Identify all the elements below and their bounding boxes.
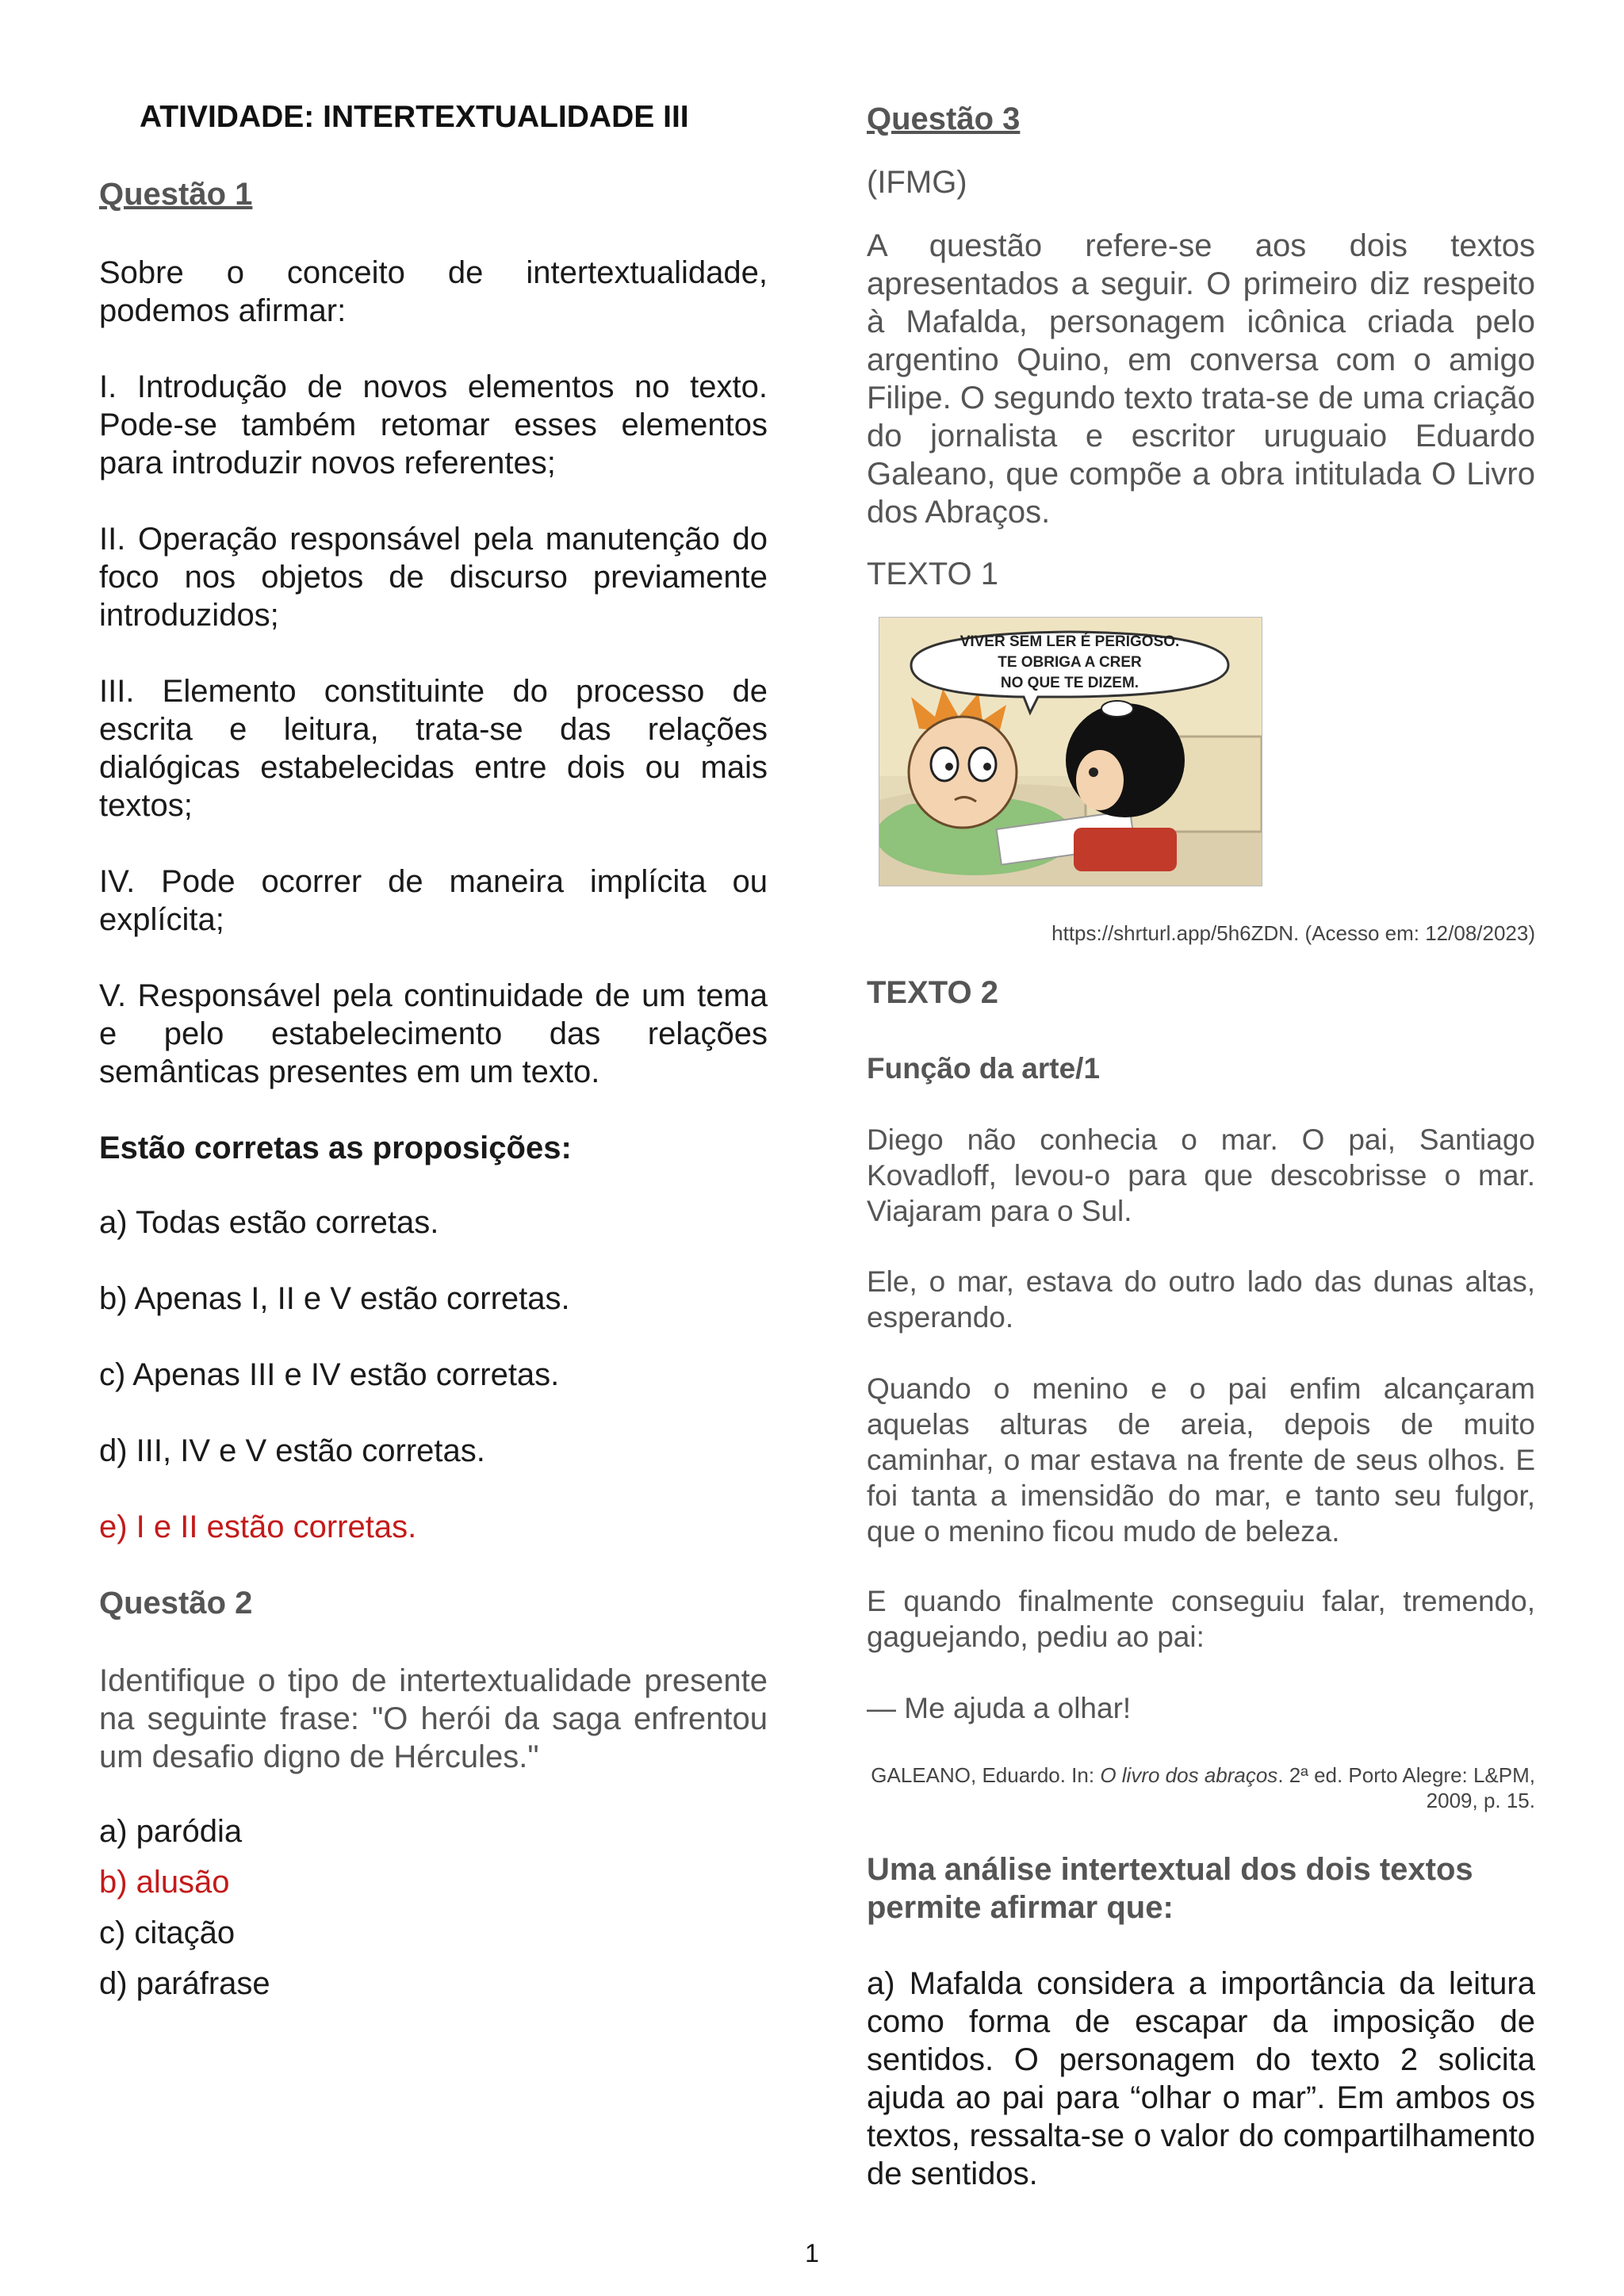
proposition-4: IV. Pode ocorrer de maneira implícita ou explícita; xyxy=(99,864,768,937)
comic-speech-line-2: TE OBRIGA A CRER xyxy=(998,654,1142,671)
proposition-2: II. Operação responsável pela manutenção do foco nos objetos de discurso previamente introduzidos; xyxy=(99,522,768,633)
q1-option-b: b) Apenas I, II e V estão corretas. xyxy=(99,1281,570,1316)
q3-option-a: a) Mafalda considera a importância da leitura como forma de escapar da imposição de sentidos. O personagem do texto 2 solicita ajuda ao pai para “olhar o mar”. Em ambos os textos, ressalta-se o valor do compartilhamento de sentidos. xyxy=(867,1966,1535,2191)
question-2-text: Identifique o tipo de intertextualidade presente na seguinte frase: "O herói da saga enfrentou um desafio digno de Hércules." xyxy=(99,1663,768,1774)
comic-speech-line-3: NO QUE TE DIZEM. xyxy=(1000,675,1139,691)
citation-book-title: O livro dos abraços xyxy=(1100,1763,1278,1787)
citation-details: . 2ª ed. Porto Alegre: L&PM, 2009, p. 15. xyxy=(1277,1763,1535,1812)
q2-option-b-correct: b) alusão xyxy=(99,1865,230,1900)
texto-2-label: TEXTO 2 xyxy=(867,975,998,1010)
question-3-intro: A questão refere-se aos dois textos apresentados a seguir. O primeiro diz respeito à Mafalda, personagem icônica criada pelo argentino Quino, em conversa com o amigo Filipe. O segundo texto trata-se de uma criação do jornalista e escritor uruguaio Eduardo Galeano, que compõe a obra intitulada O Livro dos Abraços. xyxy=(867,228,1535,530)
q2-option-d: d) paráfrase xyxy=(99,1966,270,2001)
q1-option-e-correct: e) I e II estão corretas. xyxy=(99,1510,417,1544)
comic-source-link: https://shrturl.app/5h6ZDN. (Acesso em: 12/08/2023) xyxy=(1051,921,1535,945)
question-3-heading: Questão 3 xyxy=(867,101,1021,136)
proposition-1: I. Introdução de novos elementos no texto. Pode-se também retomar esses elementos para introduzir novos referentes; xyxy=(99,369,768,480)
q1-option-a: a) Todas estão corretas. xyxy=(99,1205,439,1240)
texto-2-paragraph-3: Quando o menino e o pai enfim alcançaram aquelas alturas de areia, depois de muito caminhar, o mar estava na frente de seus olhos. E foi tanta a imensidão do mar, e tanto seu fulgor, que o menino ficou mudo de beleza. xyxy=(867,1372,1535,1548)
citation-author: GALEANO, Eduardo. In: xyxy=(871,1763,1101,1787)
texto-2-paragraph-2: Ele, o mar, estava do outro lado das dunas altas, esperando. xyxy=(867,1265,1535,1334)
page-title: ATIVIDADE: INTERTEXTUALIDADE III xyxy=(140,100,689,134)
question-3-prompt: Uma análise intertextual dos dois textos permite afirmar que: xyxy=(867,1852,1473,1925)
mafalda-comic-image xyxy=(879,617,1262,886)
texto-2-paragraph-4: E quando finalmente conseguiu falar, tremendo, gaguejando, pediu ao pai: xyxy=(867,1585,1535,1653)
q1-option-d: d) III, IV e V estão corretas. xyxy=(99,1433,485,1468)
comic-speech-line-1: VIVER SEM LER É PERIGOSO. xyxy=(959,633,1180,650)
texto-1-label: TEXTO 1 xyxy=(867,557,998,591)
proposition-5: V. Responsável pela continuidade de um tema e pelo estabelecimento das relações semânticas presentes em um texto. xyxy=(99,978,768,1089)
q2-option-c: c) citação xyxy=(99,1915,236,1950)
question-1-prompt: Estão corretas as proposições: xyxy=(99,1131,572,1165)
q1-option-c: c) Apenas III e IV estão corretas. xyxy=(99,1357,560,1392)
question-1-intro: Sobre o conceito de intertextualidade, podemos afirmar: xyxy=(99,255,768,328)
texto-2-citation xyxy=(867,1762,1535,1813)
question-1-heading: Questão 1 xyxy=(99,177,253,212)
proposition-3: III. Elemento constituinte do processo de escrita e leitura, trata-se das relações dialógicas estabelecidas entre dois ou mais textos; xyxy=(99,674,768,823)
q2-option-a: a) paródia xyxy=(99,1814,243,1849)
texto-2-paragraph-5: — Me ajuda a olhar! xyxy=(867,1692,1132,1724)
texto-2-title: Função da arte/1 xyxy=(867,1052,1101,1085)
page-number: 1 xyxy=(805,2239,819,2267)
question-2-heading: Questão 2 xyxy=(99,1586,253,1621)
question-3-source: (IFMG) xyxy=(867,165,967,200)
texto-2-paragraph-1: Diego não conhecia o mar. O pai, Santiago Kovadloff, levou-o para que descobrisse o mar. Viajaram para o Sul. xyxy=(867,1123,1535,1227)
